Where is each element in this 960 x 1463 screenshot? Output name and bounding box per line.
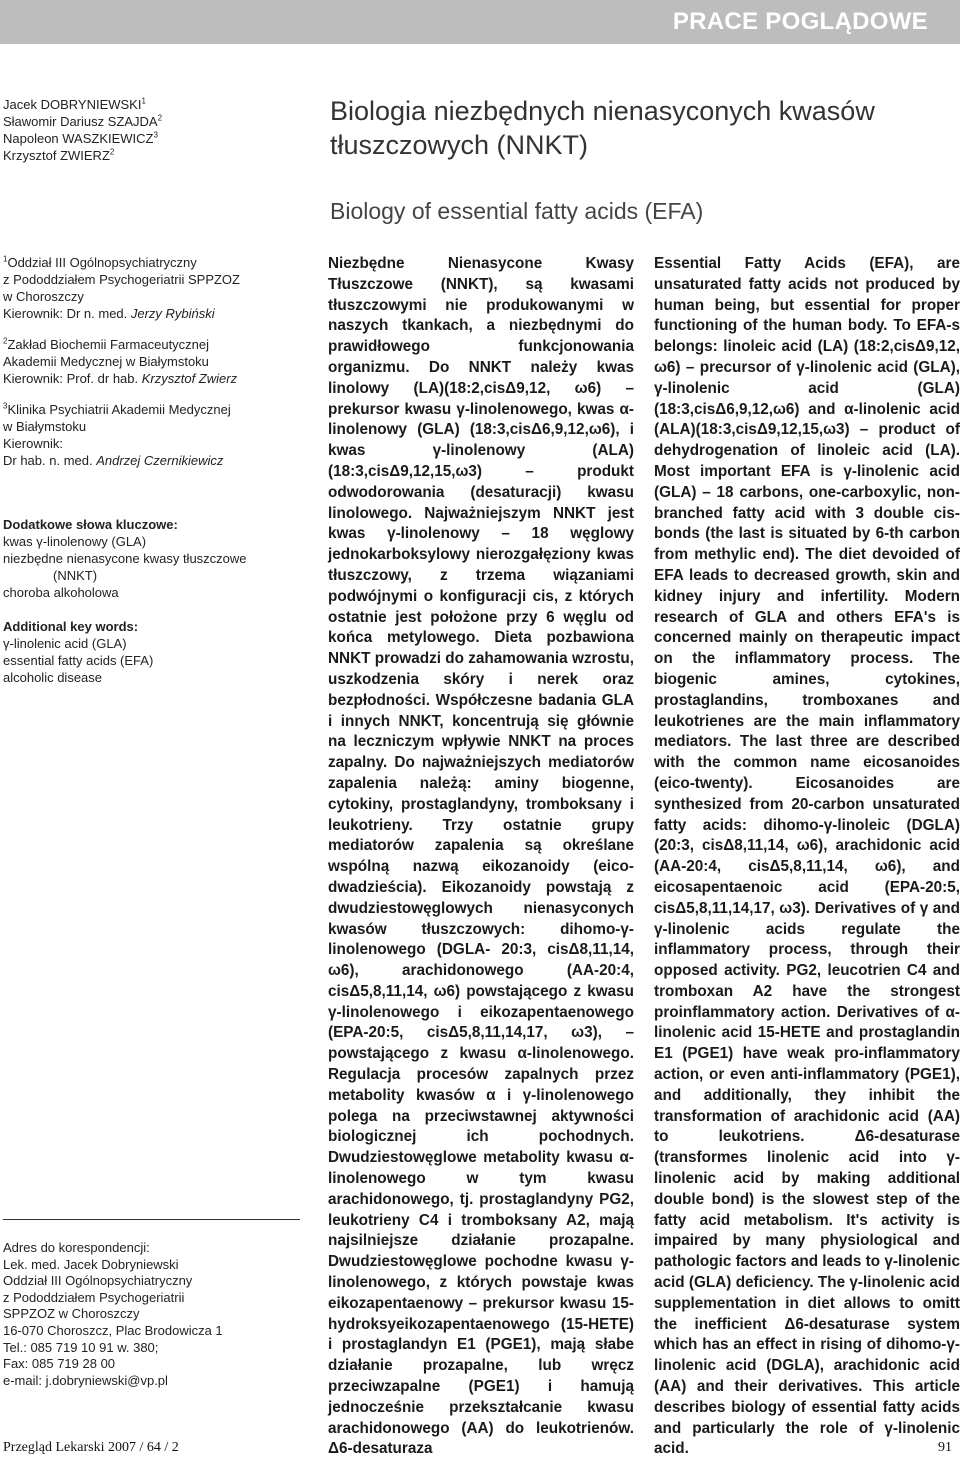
- author: Jacek DOBRYNIEWSKI$^1$: [3, 96, 146, 112]
- author: Napoleon WASZKIEWICZ$^3$: [3, 130, 158, 146]
- keyword: choroba alkoholowa: [3, 585, 119, 600]
- keywords-heading-polish: Dodatkowe słowa kluczowe:: [3, 517, 178, 532]
- email-link[interactable]: e-mail: j.dobryniewski@vp.pl: [3, 1372, 168, 1388]
- keyword: γ-linolenic acid (GLA): [3, 636, 127, 651]
- keyword: (NNKT): [53, 568, 98, 583]
- affiliations: [3, 254, 303, 483]
- affiliation: $^2$Zakład Biochemii Farmaceutycznej Akademii Medycznej w Białymstoku Kierownik: Prof. dr hab. Krzysztof Zwierz: [3, 336, 238, 386]
- abstract-english: Essential Fatty Acids (EFA), are unsaturated fatty acids not produced by human being, but essential for proper functioning of the human body. To EFA-s belongs: linoleic acid (LA) (18:2,cisΔ9,12, ω6) – precursor of γ-linolenic acid (GLA), γ-linolenic acid (GLA) (18:3,cisΔ6,9,12,ω6) and α-linolenic acid (ALA)(18:3,cisΔ9,12,15,ω3) – product of dehydrogenation of linoleic acid (LA). Most important EFA is γ-linolenic acid (GLA) – 18 carbons, one-carboxylic, non-branched fatty acid with 3 double cis-bonds (the last is situated by 6-th carbon from methylic end). The diet devoided of EFA leads to decreased growth, skin and kidney injury and infertility. Modern research of GLA and others EFA's is concerned mainly on therapeutic impact on the inflammatory process. The biogenic amines, cytokines, prostaglandins, tromboxanes and leukotrienes are the main inflammatory mediators. The last three are described with the common name eicosanoides (eico-twenty). Eicosanoides are synthesized from 20-carbon unsaturated fatty acids: dihomo-γ-linoleic (DGLA) (20:3, cisΔ8,11,14, ω6), arachidonic acid (AA-20:4, cisΔ5,8,11,14, ω6), and eicosapentaenoic acid (EPA-20:5, cisΔ5,8,11,14,17, ω3). Derivatives of γ and γ-linolenic acids regulate the inflammatory process, through their opposed activity. PG2, leucotrien C4 and tromboxan A2 have the strongest proinflammatory action. Derivatives of α-linolenic acid 15-HETE and prostaglandin E1 (PGE1) have weak pro-inflammatory action, or even anti-inflammatory (PGE1), and additionally, they inhibit the transformation of arachidonic acid (AA) to leukotriens. Δ6-desaturase (transformes linolenic acid into γ-linolenic acid by making additional double bond) is the slowest step of the fatty acid metabolism. It's activity is impaired by many physiological and pathologic factors and leads to γ-linolenic acid (GLA) deficiency. The γ-linolenic acid supplementation in diet allows to omitt the inefficient Δ6-desaturase system which has an effect in rising of dihomo-γ-linolenic acid (DGLA), arachidonic acid (AA) and their derivatives. This article describes biology of essential fatty acids and particularly the role of γ-linolenic acid.: [654, 255, 960, 1458]
- author: Sławomir Dariusz SZAJDA$^2$: [3, 113, 163, 129]
- correspondence-address: Adres do korespondencji: Lek. med. Jacek Dobryniewski Oddział III Ogólnopsychiatryczny z Pododdziałem Psychogeriatrii SPPZOZ w Choroszczy 16-070 Choroszcz, Plac Brodowicza 1 Tel.: 085 719 10 91 w. 380; Fax: 085 719 28 00 e-mail: j.dobryniewski@vp.pl: [3, 1240, 303, 1389]
- author-list: [3, 96, 303, 164]
- article-title-polish: Biologia niezbędnych nienasyconych kwasów tłuszczowych (NNKT): [330, 96, 875, 160]
- page-number: 91: [938, 1440, 952, 1455]
- article-title-english: Biology of essential fatty acids (EFA): [330, 198, 704, 224]
- affiliation: $^3$Klinika Psychiatrii Akademii Medycznej w Białymstoku Kierownik: Dr hab. n. med. Andrzej Czernikiewicz: [3, 401, 231, 468]
- keyword: kwas γ-linolenowy (GLA): [3, 534, 147, 549]
- keyword: alcoholic disease: [3, 670, 103, 685]
- author: Krzysztof ZWIERZ$^2$: [3, 147, 115, 163]
- keyword: essential fatty acids (EFA): [3, 653, 154, 668]
- section-title: PRACE POGLĄDOWE: [672, 8, 928, 35]
- abstract-polish: Niezbędne Nienasycone Kwasy Tłuszczowe (NNKT), są kwasami tłuszczowymi nie produkowanymi w naszych tkankach, a niezbędnymi do prawidłowego funkcjonowania organizmu. Do NNKT należy kwas linolowy (LA)(18:2,cisΔ9,12, ω6) – prekursor kwasu γ-linolenowego, kwas α-linolenowy (GLA) (18:3,cisΔ6,9,12,ω6), i kwas γ-linolenowy (ALA) (18:3,cisΔ9,12,15,ω3) – produkt odwodorowania (desaturacji) kwasu linolowego. Najważniejszym NNKT jest kwas γ-linolenowy – 18 węglowy jednokarboksylowy nierozgałęziony kwas tłuszczowy, z trzema wiązaniami podwójnymi o konfiguracji cis, z których ostatnie jest położone przy 6 węglu od końca metylowego. Dieta pozbawiona NNKT prowadzi do zahamowania wzrostu, uszkodzenia skóry i nerek oraz bezpłodności. Współczesne badania GLA i innych NNKT, koncentrują się głównie na leczniczym wpływie NNKT na proces zapalny. Do najważniejszych mediatorów zapalenia należą: aminy biogenne, cytokiny, prostaglandyny, tromboksany i leukotrieny. Trzy ostatnie grupy mediatorów zapalenia są określane wspólną nazwą eikozanoidy (eico-dwadzieścia). Eikozanoidy powstają z dwudziestowęglowych nienasyconych kwasów tłuszczowych: dihomo-γ-linolenowego (DGLA- 20:3, cisΔ8,11,14, ω6), arachidonowego (AA-20:4, cisΔ5,8,11,14, ω6) powstającego z kwasu γ-linolenowego i eikozapentaenowego (EPA-20:5, cisΔ5,8,11,14,17, ω3), – powstającego z kwasu α-linolenowego. Regulacja procesów zapalnych przez metabolity kwasów α i γ-linolenowego polega na przeciwstawnej aktywności biologicznej ich pochodnych. Dwudziestowęglowe metabolity kwasu α-linolenowego w tym kwasu arachidonowego, tj. prostaglandyny PG2, leukotrieny C4 i tromboksany A2, mają najsilniejsze działanie prozapalne. Dwudziestowęglowe pochodne kwasu γ-linolenowego, z których powstaje kwas eikozapentaenowy – prekursor kwasu 15-hydroksyeikozapentaenowego (15-HETE) i prostaglandyn E1 (PGE1), mają słabe działanie prozapalne, lub wręcz przeciwzapalne (PGE1) i hamują jednocześnie przekształcanie kwasu arachidonowego (AA) do leukotrienów. Δ6-desaturaza: [328, 255, 634, 1458]
- affiliation: $^1$Oddział III Ogólnopsychiatryczny z Pododdziałem Psychogeriatrii SPPZOZ w Choroszczy Kierownik: Dr n. med. Jerzy Rybiński: [3, 254, 240, 321]
- keywords: [3, 516, 303, 686]
- journal-citation: Przegląd Lekarski 2007 / 64 / 2: [3, 1440, 179, 1455]
- keywords-heading-english: Additional key words:: [3, 619, 139, 634]
- divider: [3, 1219, 300, 1220]
- section-banner: [0, 0, 960, 44]
- keyword: niezbędne nienasycone kwasy tłuszczowe: [3, 551, 247, 566]
